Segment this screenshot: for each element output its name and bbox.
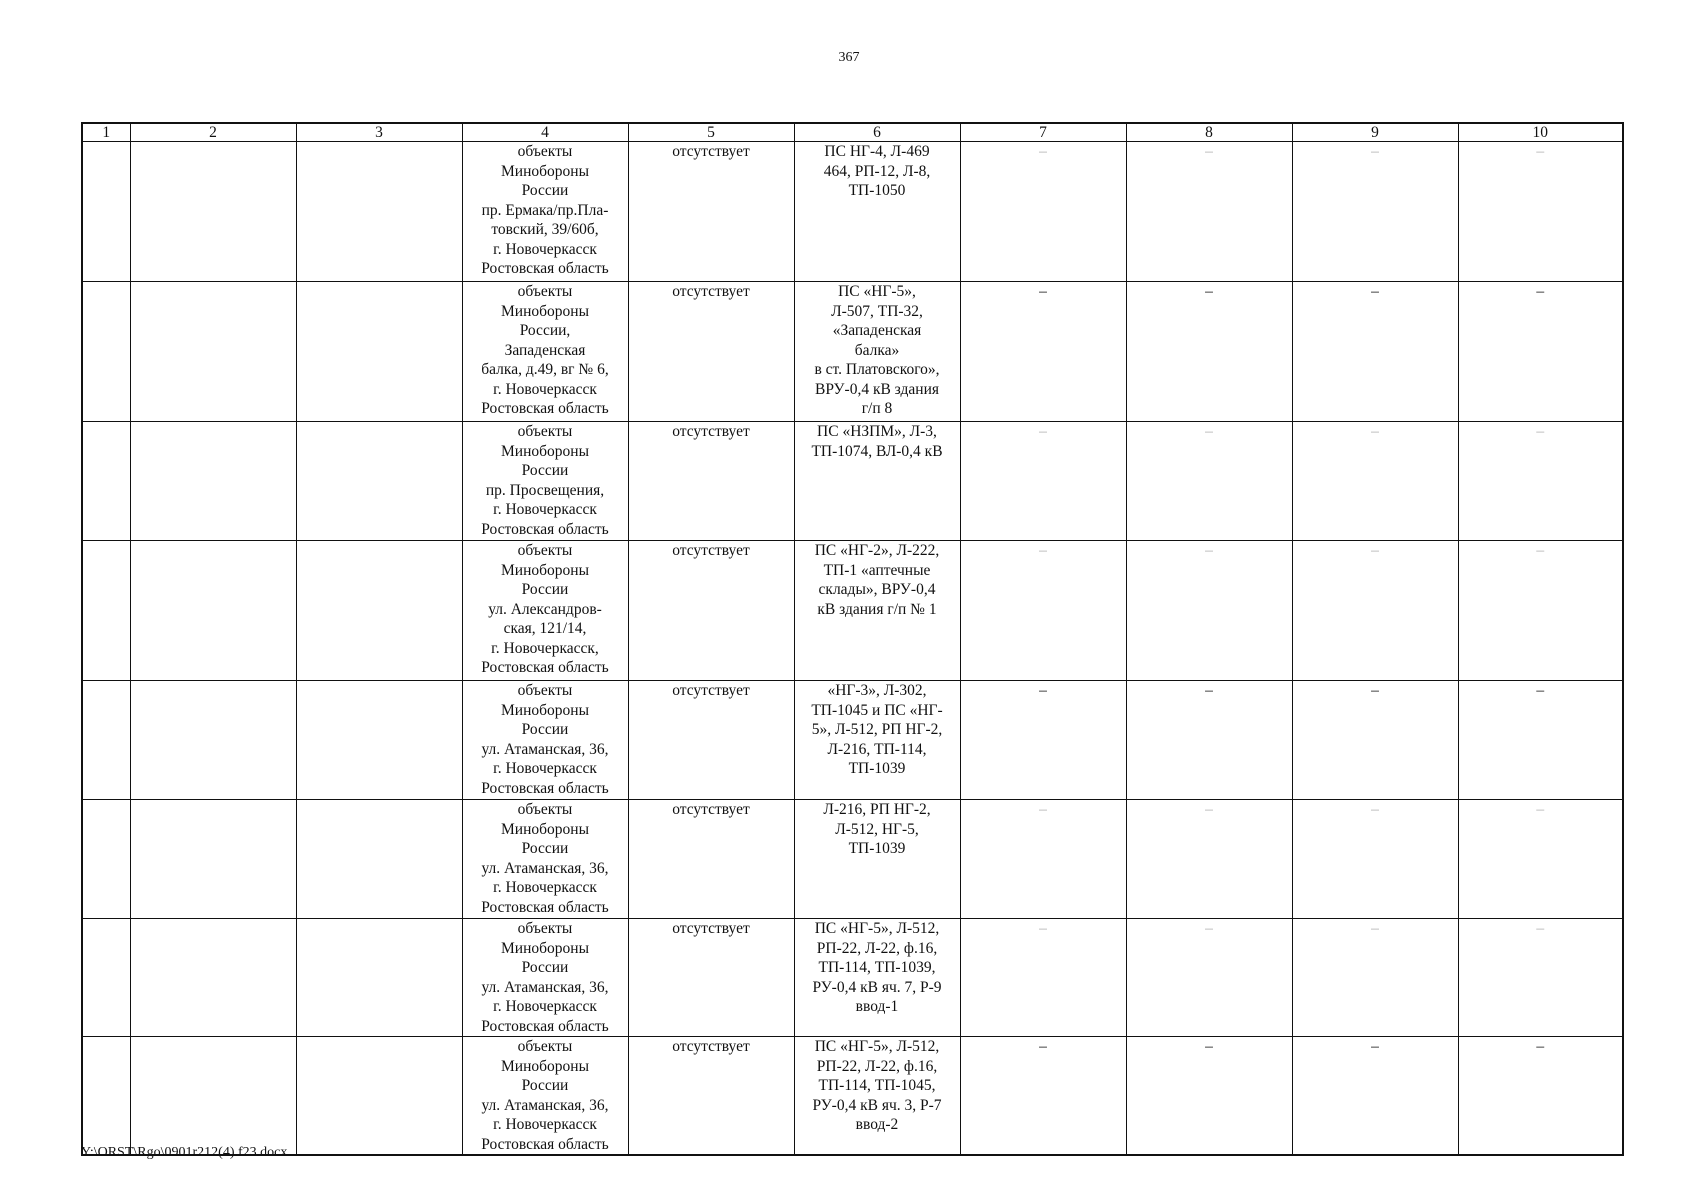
object-line: г. Новочеркасск — [493, 240, 597, 258]
dash-mark: – — [1536, 283, 1545, 300]
object-line: пр. Просвещения, — [485, 481, 605, 499]
power-line: ПС «НГ-5», Л-512, — [814, 1038, 940, 1055]
cell-col3 — [296, 1037, 462, 1156]
power-line: РП-22, Л-22, ф.16, — [816, 939, 938, 957]
object-line: ул. Атаманская, 36, — [481, 978, 609, 996]
cell-power-source — [794, 282, 960, 422]
column-header: 2 — [130, 123, 296, 142]
cell-col1 — [82, 1037, 130, 1156]
cell-object — [462, 1037, 628, 1156]
dash-mark: – — [1039, 920, 1047, 937]
dash-mark: – — [1039, 283, 1047, 300]
power-line: 464, РП-12, Л-8, — [823, 162, 931, 180]
object-line: объекты — [517, 1038, 573, 1055]
object-line: России — [521, 182, 569, 199]
object-line: объекты — [517, 920, 573, 937]
power-line: Л-507, ТП-32, — [831, 302, 923, 320]
object-line: Ростовская область — [481, 520, 609, 538]
cell-dash — [1292, 422, 1458, 541]
dash-mark: – — [1039, 423, 1047, 440]
object-line: России, — [519, 322, 571, 339]
object-line: Западенская — [504, 341, 586, 359]
object-line: России — [521, 581, 569, 598]
object-line: Минобороны — [501, 820, 589, 838]
cell-col2 — [130, 422, 296, 541]
dash-mark: – — [1371, 143, 1379, 160]
object-line: Минобороны — [501, 442, 589, 460]
object-line: ул. Атаманская, 36, — [481, 859, 609, 877]
cell-dash — [1458, 1037, 1623, 1156]
cell-col2 — [130, 681, 296, 800]
power-line: балка» — [854, 341, 900, 359]
cell-availability — [628, 541, 794, 681]
dash-mark: – — [1205, 1038, 1213, 1055]
cell-dash — [960, 142, 1126, 282]
cell-dash — [1292, 541, 1458, 681]
cell-dash — [1292, 919, 1458, 1037]
object-line: объекты — [517, 801, 573, 818]
object-line: Ростовская область — [481, 659, 609, 676]
dash-mark: – — [1371, 1038, 1379, 1055]
cell-dash — [1126, 142, 1292, 282]
dash-mark: – — [1205, 283, 1213, 300]
dash-mark: – — [1205, 423, 1213, 440]
dash-mark: – — [1205, 801, 1213, 818]
cell-availability — [628, 800, 794, 919]
cell-dash — [1458, 541, 1623, 681]
power-line: г/п 8 — [861, 400, 893, 417]
power-line: кВ здания г/п № 1 — [817, 600, 937, 618]
object-line: Минобороны — [501, 302, 589, 320]
cell-col2 — [130, 1037, 296, 1156]
cell-power-source — [794, 541, 960, 681]
object-line: г. Новочеркасск — [493, 760, 597, 777]
power-line: ТП-1050 — [848, 182, 906, 199]
cell-dash — [960, 282, 1126, 422]
table-row — [82, 541, 1623, 681]
column-header: 8 — [1126, 123, 1292, 142]
page-number: 367 — [838, 50, 860, 65]
dash-mark: – — [1536, 682, 1545, 699]
cell-availability — [628, 681, 794, 800]
cell-col1 — [82, 422, 130, 541]
cell-availability — [628, 1037, 794, 1156]
cell-col2 — [130, 541, 296, 681]
cell-col2 — [130, 142, 296, 282]
cell-dash — [1292, 1037, 1458, 1156]
cell-col3 — [296, 681, 462, 800]
power-line: «НГ-3», Л-302, — [827, 682, 927, 699]
power-line: ПС «НГ-2», Л-222, — [814, 542, 940, 559]
cell-power-source — [794, 800, 960, 919]
power-line: 5», Л-512, РП НГ-2, — [811, 721, 943, 738]
table-body — [82, 142, 1623, 1156]
data-table — [81, 122, 1624, 1156]
object-line: России — [521, 462, 569, 479]
column-header: 9 — [1292, 123, 1458, 142]
availability-text: отсутствует — [672, 143, 750, 160]
cell-dash — [1458, 422, 1623, 541]
dash-mark: – — [1536, 542, 1545, 559]
cell-object — [462, 681, 628, 800]
cell-dash — [960, 1037, 1126, 1156]
object-line: пр. Ермака/пр.Пла- — [481, 201, 609, 219]
cell-availability — [628, 142, 794, 282]
power-line: ПС «НЗПМ», Л-3, — [817, 423, 937, 440]
power-line: Л-216, ТП-114, — [827, 740, 927, 758]
power-line: ТП-1039 — [848, 840, 906, 857]
availability-text: отсутствует — [672, 423, 750, 440]
cell-object — [462, 800, 628, 919]
power-line: Л-216, РП НГ-2, — [823, 801, 931, 818]
cell-object — [462, 142, 628, 282]
cell-power-source — [794, 681, 960, 800]
cell-dash — [1126, 919, 1292, 1037]
dash-mark: – — [1371, 542, 1379, 559]
power-line: ВРУ-0,4 кВ здания — [814, 380, 940, 398]
cell-dash — [1292, 800, 1458, 919]
object-line: России — [521, 1077, 569, 1094]
cell-dash — [1292, 282, 1458, 422]
cell-dash — [960, 422, 1126, 541]
cell-dash — [960, 681, 1126, 800]
availability-text: отсутствует — [672, 1038, 750, 1055]
power-line: РУ-0,4 кВ яч. 3, Р-7 — [812, 1096, 942, 1114]
availability-text: отсутствует — [672, 801, 750, 818]
cell-col2 — [130, 800, 296, 919]
cell-power-source — [794, 142, 960, 282]
object-line: г. Новочеркасск — [493, 501, 597, 518]
dash-mark: – — [1371, 283, 1379, 300]
object-line: ул. Александров- — [488, 600, 602, 618]
cell-dash — [1458, 282, 1623, 422]
cell-dash — [1292, 681, 1458, 800]
cell-object — [462, 422, 628, 541]
cell-col3 — [296, 422, 462, 541]
power-line: ТП-1074, ВЛ-0,4 кВ — [811, 442, 943, 460]
object-line: г. Новочеркасск — [493, 1116, 597, 1133]
cell-object — [462, 282, 628, 422]
dash-mark: – — [1039, 801, 1047, 818]
power-line: «Западенская — [832, 322, 922, 339]
column-header: 4 — [462, 123, 628, 142]
cell-col3 — [296, 919, 462, 1037]
cell-dash — [960, 800, 1126, 919]
cell-availability — [628, 282, 794, 422]
dash-mark: – — [1371, 920, 1379, 937]
power-line: ПС «НГ-5», — [838, 283, 916, 300]
dash-mark: – — [1205, 143, 1213, 160]
object-line: объекты — [517, 283, 573, 300]
object-line: Ростовская область — [481, 260, 609, 277]
power-line: ПС «НГ-5», Л-512, — [814, 920, 940, 937]
cell-col3 — [296, 282, 462, 422]
table-row — [82, 1037, 1623, 1156]
cell-dash — [1458, 681, 1623, 800]
cell-dash — [1126, 681, 1292, 800]
dash-mark: – — [1205, 542, 1213, 559]
dash-mark: – — [1371, 682, 1379, 699]
power-line: ТП-1 «аптечные — [823, 561, 931, 579]
power-line: склады», ВРУ-0,4 — [818, 581, 936, 598]
column-header: 5 — [628, 123, 794, 142]
column-header: 10 — [1458, 123, 1623, 142]
dash-mark: – — [1371, 801, 1379, 818]
header-row — [82, 123, 1623, 142]
table-row — [82, 800, 1623, 919]
cell-col3 — [296, 142, 462, 282]
cell-availability — [628, 422, 794, 541]
object-line: Минобороны — [501, 939, 589, 957]
cell-dash — [960, 541, 1126, 681]
object-line: Ростовская область — [481, 1135, 609, 1153]
dash-mark: – — [1536, 143, 1545, 160]
object-line: объекты — [517, 682, 573, 699]
cell-col2 — [130, 282, 296, 422]
power-line: в ст. Платовского», — [814, 361, 940, 378]
cell-dash — [1458, 800, 1623, 919]
object-line: Ростовская область — [481, 898, 609, 916]
dash-mark: – — [1371, 423, 1379, 440]
object-line: г. Новочеркасск — [493, 380, 597, 398]
object-line: Ростовская область — [481, 779, 609, 797]
object-line: ул. Атаманская, 36, — [481, 740, 609, 758]
dash-mark: – — [1536, 423, 1545, 440]
table-row — [82, 282, 1623, 422]
table-row — [82, 919, 1623, 1037]
cell-col1 — [82, 541, 130, 681]
object-line: Ростовская область — [481, 1017, 609, 1035]
cell-col1 — [82, 282, 130, 422]
availability-text: отсутствует — [672, 542, 750, 559]
dash-mark: – — [1536, 920, 1545, 937]
object-line: ская, 121/14, — [503, 620, 587, 637]
power-line: РУ-0,4 кВ яч. 7, Р-9 — [812, 978, 942, 996]
cell-dash — [1126, 541, 1292, 681]
dash-mark: – — [1039, 542, 1047, 559]
availability-text: отсутствует — [672, 682, 750, 699]
cell-dash — [1458, 142, 1623, 282]
object-line: г. Новочеркасск — [493, 879, 597, 896]
cell-col3 — [296, 800, 462, 919]
power-line: ввод-2 — [855, 1116, 899, 1133]
table-row — [82, 422, 1623, 541]
availability-text: отсутствует — [672, 920, 750, 937]
cell-object — [462, 541, 628, 681]
dash-mark: – — [1205, 920, 1213, 937]
object-line: Ростовская область — [481, 400, 609, 417]
column-header: 6 — [794, 123, 960, 142]
cell-dash — [1458, 919, 1623, 1037]
dash-mark: – — [1039, 1038, 1047, 1055]
cell-power-source — [794, 422, 960, 541]
power-line: Л-512, НГ-5, — [835, 820, 919, 838]
cell-col2 — [130, 919, 296, 1037]
cell-power-source — [794, 1037, 960, 1156]
object-line: г. Новочеркасск, — [491, 639, 599, 657]
power-line: ТП-1039 — [848, 760, 906, 777]
object-line: России — [521, 959, 569, 976]
power-line: РП-22, Л-22, ф.16, — [816, 1057, 938, 1075]
object-line: России — [521, 721, 569, 738]
power-line: ТП-114, ТП-1039, — [818, 959, 936, 976]
object-line: объекты — [517, 423, 573, 440]
object-line: г. Новочеркасск — [493, 998, 597, 1015]
object-line: балка, д.49, вг № 6, — [481, 361, 609, 378]
cell-dash — [1126, 422, 1292, 541]
cell-col1 — [82, 681, 130, 800]
table-row — [82, 142, 1623, 282]
power-line: ввод-1 — [855, 998, 899, 1015]
object-line: Минобороны — [501, 162, 589, 180]
column-header: 3 — [296, 123, 462, 142]
availability-text: отсутствует — [672, 283, 750, 300]
dash-mark: – — [1039, 682, 1047, 699]
cell-dash — [1126, 282, 1292, 422]
file-path-footer: Y:\ORST\Rgo\0901r212(4).f23.docx — [81, 1145, 288, 1160]
object-line: Минобороны — [501, 561, 589, 579]
object-line: Минобороны — [501, 1057, 589, 1075]
cell-dash — [1126, 800, 1292, 919]
cell-dash — [1292, 142, 1458, 282]
object-line: ул. Атаманская, 36, — [481, 1096, 609, 1114]
power-line: ПС НГ-4, Л-469 — [824, 143, 930, 160]
cell-dash — [1126, 1037, 1292, 1156]
cell-power-source — [794, 919, 960, 1037]
cell-col1 — [82, 919, 130, 1037]
object-line: Минобороны — [501, 701, 589, 719]
column-header: 7 — [960, 123, 1126, 142]
object-line: объекты — [517, 143, 573, 160]
cell-col3 — [296, 541, 462, 681]
table-row — [82, 681, 1623, 800]
object-line: объекты — [517, 542, 573, 559]
cell-col1 — [82, 142, 130, 282]
object-line: товский, 39/60б, — [491, 221, 599, 238]
dash-mark: – — [1536, 1038, 1545, 1055]
object-line: России — [521, 840, 569, 857]
cell-object — [462, 919, 628, 1037]
column-header: 1 — [82, 123, 130, 142]
cell-col1 — [82, 800, 130, 919]
dash-mark: – — [1536, 801, 1545, 818]
dash-mark: – — [1205, 682, 1213, 699]
power-line: ТП-1045 и ПС «НГ- — [811, 701, 943, 719]
cell-availability — [628, 919, 794, 1037]
cell-dash — [960, 919, 1126, 1037]
dash-mark: – — [1039, 143, 1047, 160]
power-line: ТП-114, ТП-1045, — [818, 1077, 936, 1094]
